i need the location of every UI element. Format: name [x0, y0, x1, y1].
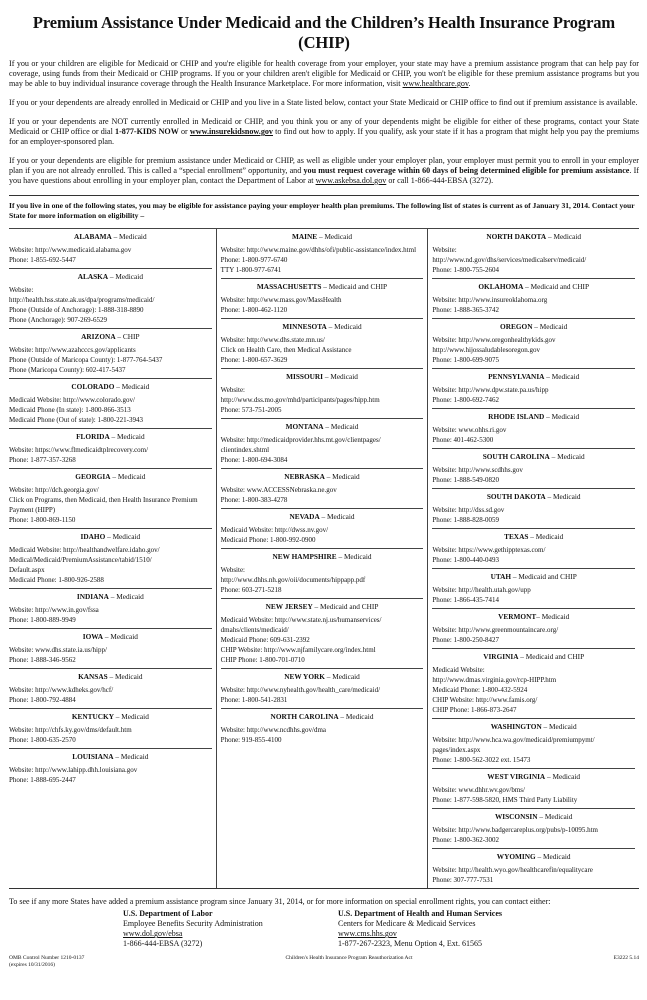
- state-entry: [9, 629, 212, 669]
- state-heading: [432, 532, 635, 541]
- healthcare-gov-link[interactable]: www.healthcare.gov: [402, 79, 469, 88]
- agency-url[interactable]: www.dol.gov/ebsa: [123, 929, 183, 939]
- state-program: – CHIP: [115, 332, 140, 342]
- document-page: [9, 0, 639, 969]
- state-contact[interactable]: Website: http://www.medicaid.alabama.gov Phone: 1-855-692-5447: [9, 246, 132, 265]
- state-heading: [432, 232, 635, 241]
- state-entry: [9, 269, 212, 329]
- state-heading: [9, 632, 212, 641]
- state-heading: [9, 432, 212, 441]
- state-heading: [9, 382, 212, 391]
- state-name: ALABAMA: [74, 232, 112, 242]
- state-heading: [432, 572, 635, 581]
- state-program: – Medicaid: [545, 772, 581, 782]
- state-name: GEORGIA: [75, 472, 111, 482]
- states-table: [9, 228, 639, 888]
- state-entry: [9, 669, 212, 709]
- state-contact[interactable]: Website: http://www.oregonhealthykids.gov http://www.hijossaludablesoregon.gov Phone: 1-800-699-9075: [432, 336, 556, 365]
- state-entry: [221, 469, 424, 509]
- state-program: – Medicaid: [113, 752, 149, 762]
- agency-url[interactable]: www.cms.hhs.gov: [338, 929, 397, 939]
- state-heading: [432, 492, 635, 501]
- state-name: OREGON: [500, 322, 533, 332]
- act-name: Children's Health Insurance Program Reauthorization Act: [285, 955, 413, 962]
- state-name: WASHINGTON: [490, 722, 542, 732]
- state-entry: [221, 669, 424, 709]
- intro-paragraph-1: If you or your children are eligible for Medicaid or CHIP and you're eligible for health coverage from your employer, your state may have a premium assistance program that can help pay for coverage, using funds from their Medicaid or CHIP programs. If you or your children aren't eligible for Medicaid or CHIP, you won't be eligible for these premium assistance programs but you may be able to buy individual insurance coverage through the Health Insurance Marketplace. For more information, visit www.healthcare.gov.: [9, 59, 639, 88]
- state-entry: [221, 709, 424, 748]
- agency-sub: Centers for Medicare & Medicaid Services: [338, 919, 476, 929]
- state-heading: [9, 272, 212, 281]
- state-name: ARIZONA: [81, 332, 116, 342]
- state-contact[interactable]: Website: http://dch.georgia.gov/ Click on Programs, then Medicaid, then Health Insurance Premium Payment (HIPP) Phone: 1-800-869-1150: [9, 486, 198, 525]
- insurekidsnow-link[interactable]: www.insurekidsnow.gov: [189, 127, 273, 136]
- divider: [9, 195, 639, 196]
- state-contact[interactable]: Website: www.dhs.state.ia.us/hipp/ Phone: 1-888-346-9562: [9, 646, 107, 665]
- state-entry: [221, 369, 424, 419]
- state-name: PENNSYLVANIA: [488, 372, 545, 382]
- state-program: – Medicaid and CHIP: [523, 282, 590, 292]
- state-contact[interactable]: Website: http://dss.sd.gov Phone: 1-888-828-0059: [432, 506, 505, 525]
- state-heading: [221, 602, 424, 611]
- state-program: – Medicaid: [107, 672, 143, 682]
- intro-paragraph-3: If you or your dependents are NOT currently enrolled in Medicaid or CHIP, and you think you or any of your dependents might be eligible for either of these programs, contact your State Medicaid or CHIP office or dial 1-877-KIDS NOW or www.insurekidsnow.gov to find out how to apply. If you qualify, ask your state if it has a program that might help you pay the premiums for an employer-sponsored plan.: [9, 117, 639, 146]
- state-entry: [9, 589, 212, 629]
- state-program: – Medicaid: [535, 852, 571, 862]
- state-heading: [9, 752, 212, 761]
- state-contact[interactable]: Website: http://www.dhs.state.mn.us/ Click on Health Care, then Medical Assistance Phone: 1-800-657-3629: [220, 336, 352, 365]
- state-contact[interactable]: Website: https://www.gethipptexas.com/ Phone: 1-800-440-0493: [432, 546, 546, 565]
- state-heading: [432, 852, 635, 861]
- state-program: – Medicaid: [528, 532, 564, 542]
- state-heading: [432, 412, 635, 421]
- state-contact[interactable]: Website: www.ACCESSNebraska.ne.gov Phone: 1-800-383-4278: [220, 486, 337, 505]
- states-column-3: [428, 229, 639, 888]
- state-name: IDAHO: [80, 532, 106, 542]
- state-entry: [221, 279, 424, 319]
- state-heading: [432, 772, 635, 781]
- state-contact[interactable]: Website: http://health.utah.gov/upp Phone: 1-866-435-7414: [432, 586, 531, 605]
- state-heading: [9, 712, 212, 721]
- state-heading: [221, 282, 424, 291]
- bottom-meta: [9, 955, 639, 969]
- state-name: NEW HAMPSHIRE: [272, 552, 337, 562]
- state-name: OKLAHOMA: [478, 282, 524, 292]
- state-heading: [432, 612, 635, 621]
- intro-section: [9, 59, 639, 186]
- state-heading: [9, 332, 212, 341]
- state-contact[interactable]: Website: http://www.mass.gov/MassHealth Phone: 1-800-462-1120: [220, 296, 342, 315]
- state-heading: [221, 472, 424, 481]
- state-contact[interactable]: Medicaid Website: http://dwss.nv.gov/ Medicaid Phone: 1-800-992-0900: [220, 526, 329, 545]
- state-program: – Medicaid: [110, 472, 146, 482]
- state-entry: [432, 369, 635, 409]
- state-program: – Medicaid: [545, 492, 581, 502]
- state-contact[interactable]: Website: http://chfs.ky.gov/dms/default.htm Phone: 1-800-635-2570: [9, 726, 132, 745]
- states-column-2: [217, 229, 429, 888]
- state-contact[interactable]: Website: http://www.greenmountaincare.org/ Phone: 1-800-250-8427: [432, 626, 559, 645]
- state-contact[interactable]: Website: http://www.dss.mo.gov/mhd/participants/pages/hipp.htm Phone: 573-751-2005: [220, 386, 380, 415]
- state-program: – Medicaid: [336, 552, 372, 562]
- state-name: MAINE: [292, 232, 318, 242]
- state-entry: [432, 279, 635, 319]
- state-entry: [432, 719, 635, 769]
- state-program: – Medicaid: [549, 452, 585, 462]
- state-heading: [432, 322, 635, 331]
- state-program: – Medicaid: [113, 712, 149, 722]
- state-entry: [9, 229, 212, 269]
- state-name: RHODE ISLAND: [488, 412, 545, 422]
- state-program: – Medicaid: [326, 322, 362, 332]
- state-program: – Medicaid: [105, 532, 141, 542]
- state-program: – Medicaid: [324, 672, 360, 682]
- state-program: – Medicaid and CHIP: [511, 572, 577, 582]
- state-contact[interactable]: Medicaid Website: http://healthandwelfare.idaho.gov/ Medical/Medicaid/PremiumAssistance/tabid/1510/ Default.aspx Medicaid Phone: 1-800-926-2588: [9, 546, 160, 585]
- state-name: IOWA: [82, 632, 104, 642]
- state-heading: [9, 592, 212, 601]
- states-column-1: [9, 229, 217, 888]
- state-name: MASSACHUSETTS: [256, 282, 322, 292]
- state-contact[interactable]: Website: http://www.maine.gov/dhhs/ofi/public-assistance/index.html Phone: 1-800-977-6740 TTY 1-800-977-6741: [220, 246, 417, 275]
- state-entry: [432, 229, 635, 279]
- state-name: UTAH: [490, 572, 512, 582]
- state-contact[interactable]: Website: http://www.insureoklahoma.org Phone: 1-888-365-3742: [432, 296, 548, 315]
- state-name: VERMONT: [498, 612, 537, 622]
- state-heading: [221, 512, 424, 521]
- state-heading: [221, 552, 424, 561]
- state-heading: [221, 712, 424, 721]
- state-name: NORTH DAKOTA: [486, 232, 547, 242]
- state-name: SOUTH DAKOTA: [486, 492, 546, 502]
- state-entry: [221, 419, 424, 469]
- state-program: – Medicaid: [324, 472, 360, 482]
- state-entry: [221, 549, 424, 599]
- form-number: E3222 5.14: [613, 955, 639, 962]
- state-name: TEXAS: [504, 532, 529, 542]
- agency-name: U.S. Department of Health and Human Services: [338, 909, 502, 919]
- state-contact[interactable]: Website: http://www.hca.wa.gov/medicaid/premiumpymt/ pages/index.aspx Phone: 1-800-562-3022 ext. 15473: [432, 736, 595, 765]
- state-entry: [9, 469, 212, 529]
- state-program: – Medicaid: [537, 812, 573, 822]
- intro-paragraph-2: If you or your dependents are already enrolled in Medicaid or CHIP and you live in a State listed below, contact your State Medicaid or CHIP office to find out if premium assistance is available.: [9, 98, 638, 107]
- state-name: LOUISIANA: [72, 752, 114, 762]
- state-name: MONTANA: [285, 422, 324, 432]
- state-name: NORTH CAROLINA: [270, 712, 339, 722]
- state-contact[interactable]: Website: http://www.in.gov/fssa Phone: 1-800-889-9949: [9, 606, 99, 625]
- state-name: VIRGINIA: [483, 652, 519, 662]
- state-entry: [9, 749, 212, 788]
- state-program: – Medicaid: [103, 632, 138, 642]
- state-entry: [9, 429, 212, 469]
- state-entry: [221, 319, 424, 369]
- state-heading: [432, 722, 635, 731]
- state-heading: [9, 672, 212, 681]
- state-name: NEW JERSEY: [265, 602, 313, 612]
- state-contact[interactable]: Medicaid Website: http://www.state.nj.us/humanservices/ dmahs/clients/medicaid/ Medicaid Phone: 609-631-2392 CHIP Website: http://www.njfamilycare.org/index.html CHIP Phone: 1-800-701-0710: [220, 616, 382, 665]
- state-program: – Medicaid: [319, 512, 355, 522]
- state-entry: [432, 409, 635, 449]
- state-heading: [221, 372, 424, 381]
- state-name: INDIANA: [76, 592, 109, 602]
- state-heading: [9, 532, 212, 541]
- state-heading: [9, 472, 212, 481]
- state-program: – Medicaid: [544, 412, 580, 422]
- state-name: SOUTH CAROLINA: [482, 452, 550, 462]
- state-heading: [432, 452, 635, 461]
- state-entry: [432, 609, 635, 649]
- state-contact[interactable]: Website: http://www.azahcccs.gov/applicants Phone (Outside of Maricopa County): 1-877-764-5437 Phone (Maricopa County): 602-417-5437: [9, 346, 163, 375]
- state-heading: [221, 422, 424, 431]
- state-contact[interactable]: Website: http://www.ncdhhs.gov/dma Phone: 919-855-4100: [220, 726, 327, 745]
- state-heading: [432, 282, 635, 291]
- state-contact[interactable]: Website: http://www.scdhhs.gov Phone: 1-888-549-0820: [432, 466, 523, 485]
- state-name: MINNESOTA: [282, 322, 327, 332]
- omb-number: OMB Control Number 1210-0137 (expires 10/31/2016): [9, 955, 85, 969]
- states-lead: If you live in one of the following states, you may be eligible for assistance paying your employer health plan premiums. The following list of states is current as of January 31, 2014. Contact your State for more information on eligibility –: [9, 201, 635, 220]
- state-program: – Medicaid: [323, 372, 358, 382]
- agency-hhs: [338, 909, 618, 949]
- state-name: FLORIDA: [76, 432, 110, 442]
- agency-phone: 1-866-444-EBSA (3272): [123, 939, 203, 949]
- state-name: NEBRASKA: [284, 472, 325, 482]
- state-name: WEST VIRGINIA: [487, 772, 546, 782]
- state-name: MISSOURI: [286, 372, 324, 382]
- state-contact[interactable]: Website: http://www.badgercareplus.org/pubs/p-10095.htm Phone: 1-800-362-3002: [432, 826, 599, 845]
- state-program: – Medicaid: [338, 712, 374, 722]
- state-name: NEVADA: [289, 512, 320, 522]
- divider: [9, 888, 639, 889]
- state-entry: [432, 489, 635, 529]
- state-contact[interactable]: Website: http://www.nd.gov/dhs/services/medicalserv/medicaid/ Phone: 1-800-755-2604: [432, 246, 587, 275]
- state-entry: [221, 509, 424, 549]
- state-entry: [9, 329, 212, 379]
- state-contact[interactable]: Website: www.dhhr.wv.gov/bms/ Phone: 1-877-598-5820, HMS Third Party Liability: [432, 786, 578, 805]
- state-name: NEW YORK: [284, 672, 325, 682]
- state-name: KANSAS: [78, 672, 108, 682]
- state-program: – Medicaid: [323, 422, 359, 432]
- state-program: – Medicaid: [546, 232, 582, 242]
- state-program: – Medicaid: [536, 612, 570, 622]
- state-program: – Medicaid: [544, 372, 580, 382]
- state-name: KENTUCKY: [71, 712, 114, 722]
- state-contact[interactable]: Website: http://www.lahipp.dhh.louisiana.gov Phone: 1-888-695-2447: [9, 766, 138, 785]
- state-heading: [221, 232, 424, 241]
- state-heading: [432, 372, 635, 381]
- state-entry: [432, 569, 635, 609]
- state-contact[interactable]: Website: http://www.dpw.state.pa.us/hipp Phone: 1-800-692-7462: [432, 386, 549, 405]
- state-program: – Medicaid: [111, 232, 147, 242]
- state-entry: [221, 229, 424, 279]
- state-contact[interactable]: Website: http://health.wyo.gov/healthcarefin/equalitycare Phone: 307-777-7531: [432, 866, 593, 885]
- state-entry: [221, 599, 424, 669]
- state-contact[interactable]: Medicaid Website: http://www.colorado.gov/ Medicaid Phone (In state): 1-800-866-3513 Medicaid Phone (Out of state): 1-800-221-3943: [9, 396, 143, 425]
- state-heading: [432, 812, 635, 821]
- state-program: – Medicaid and CHIP: [312, 602, 379, 612]
- state-entry: [432, 529, 635, 569]
- footer-text: To see if any more States have added a premium assistance program since January 31, 2014, or for more information on special enrollment rights, you can contact either:: [9, 897, 551, 907]
- page-title: Premium Assistance Under Medicaid and the Children’s Health Insurance Program (CHIP): [32, 13, 616, 52]
- state-program: – Medicaid: [532, 322, 568, 332]
- state-contact[interactable]: Website: http://www.nyhealth.gov/health_care/medicaid/ Phone: 1-800-541-2831: [220, 686, 381, 705]
- state-heading: [432, 652, 635, 661]
- state-heading: [221, 322, 424, 331]
- state-contact[interactable]: Website: https://www.flmedicaidtplrecovery.com/ Phone: 1-877-357-3268: [9, 446, 149, 465]
- state-entry: [432, 449, 635, 489]
- askebsa-link[interactable]: www.askebsa.dol.gov: [315, 176, 387, 185]
- state-program: – Medicaid: [317, 232, 352, 242]
- agency-phone: 1-877-267-2323, Menu Option 4, Ext. 61565: [338, 939, 482, 949]
- state-name: COLORADO: [71, 382, 115, 392]
- state-entry: [9, 379, 212, 429]
- state-entry: [432, 769, 635, 809]
- state-contact[interactable]: Website: http://medicaidprovider.hhs.mt.gov/clientpages/ clientindex.shtml Phone: 1-800-694-3084: [220, 436, 381, 465]
- state-name: WISCONSIN: [494, 812, 538, 822]
- state-name: ALASKA: [77, 272, 109, 282]
- state-entry: [432, 809, 635, 849]
- state-contact[interactable]: Website: http://www.kdheks.gov/hcf/ Phone: 1-800-792-4884: [9, 686, 114, 705]
- agency-dol: [123, 909, 338, 949]
- state-program: – Medicaid and CHIP: [518, 652, 585, 662]
- state-contact[interactable]: Website: http://www.dhhs.nh.gov/oii/documents/hippapp.pdf Phone: 603-271-5218: [220, 566, 366, 595]
- state-entry: [432, 319, 635, 369]
- state-program: – Medicaid and CHIP: [321, 282, 388, 292]
- state-program: – Medicaid: [541, 722, 577, 732]
- state-entry: [432, 649, 635, 719]
- agency-sub: Employee Benefits Security Administration: [123, 919, 263, 929]
- state-program: – Medicaid: [108, 592, 144, 602]
- state-entry: [432, 849, 635, 888]
- state-heading: [9, 232, 212, 241]
- state-contact[interactable]: Website: http://health.hss.state.ak.us/dpa/programs/medicaid/ Phone (Outside of Anchorage): 1-888-318-8890 Phone (Anchorage): 907-269-6529: [9, 286, 155, 325]
- state-contact[interactable]: Website: www.ohhs.ri.gov Phone: 401-462-5300: [432, 426, 507, 445]
- state-program: – Medicaid: [108, 272, 143, 282]
- intro-paragraph-4: If you or your dependents are eligible for premium assistance under Medicaid or CHIP, as well as eligible under your employer plan, your employer must permit you to enroll in your employer plan if you are not already enrolled. This is called a “special enrollment” opportunity, and you must request coverage within 60 days of being determined eligible for premium assistance. If you have questions about enrolling in your employer plan, contact the Department of Labor at www.askebsa.dol.gov or call 1-866-444-EBSA (3272).: [9, 156, 639, 185]
- state-entry: [9, 709, 212, 749]
- state-program: – Medicaid: [109, 432, 145, 442]
- state-name: WYOMING: [496, 852, 536, 862]
- state-heading: [221, 672, 424, 681]
- agency-name: U.S. Department of Labor: [123, 909, 213, 919]
- state-program: – Medicaid: [114, 382, 150, 392]
- state-contact[interactable]: Medicaid Website: http://www.dmas.virginia.gov/rcp-HIPP.htm Medicaid Phone: 1-800-432-5924 CHIP Website: http://www.famis.org/ CHIP Phone: 1-866-873-2647: [432, 666, 557, 715]
- agencies: [9, 909, 639, 949]
- state-entry: [9, 529, 212, 589]
